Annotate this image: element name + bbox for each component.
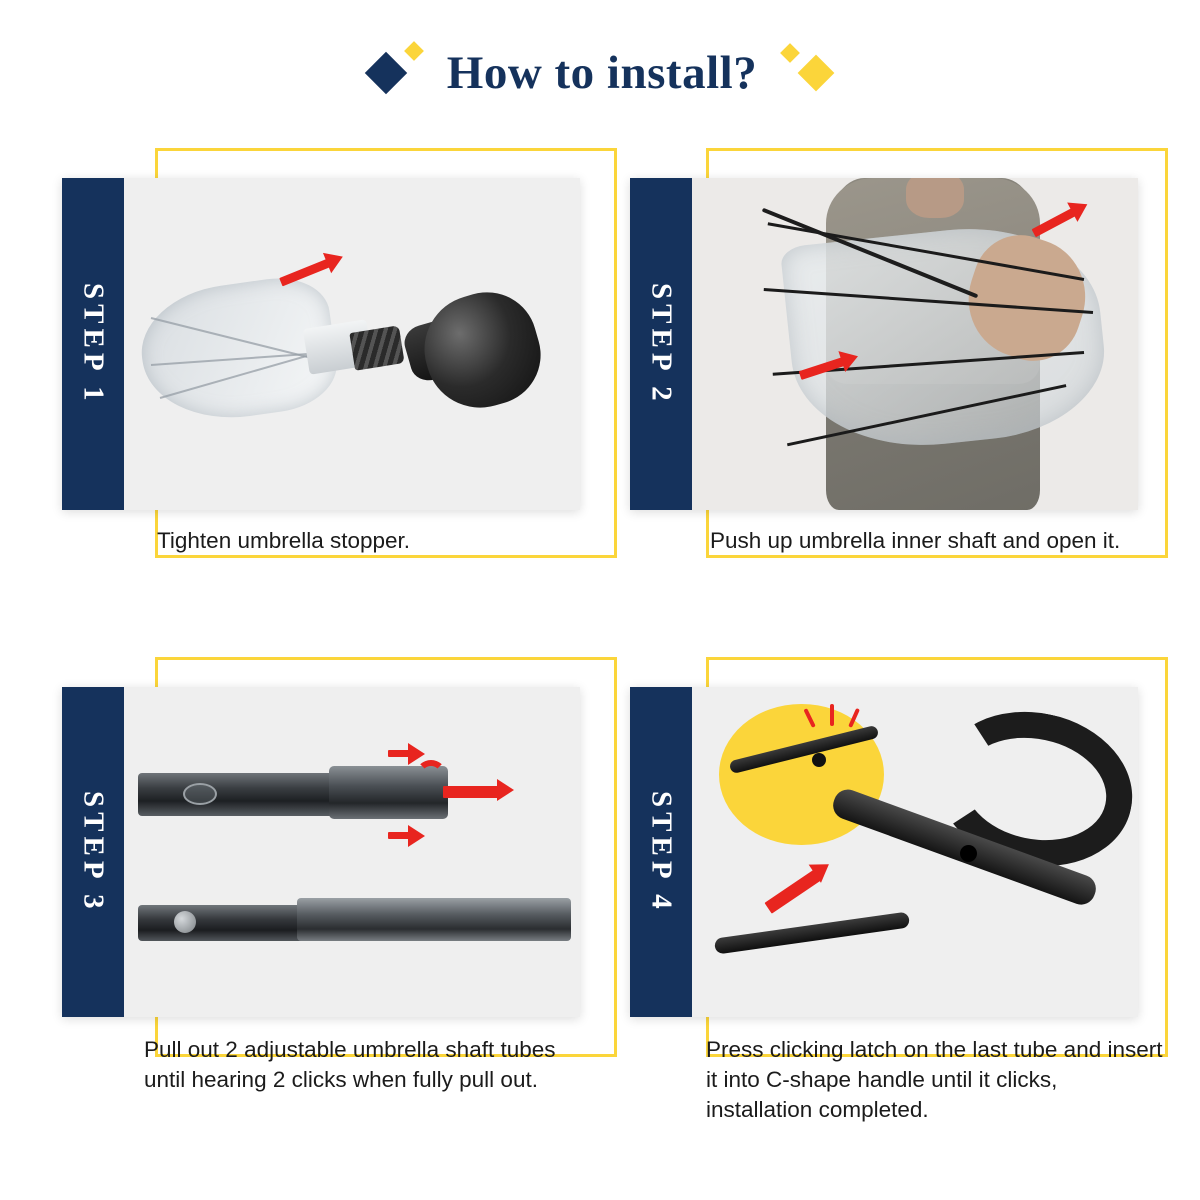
pull-out-arrow-icon (443, 786, 499, 798)
handle-hole-shape (960, 845, 977, 862)
step-3-block (62, 657, 562, 1157)
step-1-badge (62, 178, 124, 510)
title-decor-right (783, 60, 829, 86)
step-4-badge-label: STEP 4 (645, 790, 678, 914)
step-1-block (62, 148, 562, 568)
rotation-arrow-icon (279, 258, 331, 286)
step-4-card (630, 687, 1138, 1017)
step-2-badge (630, 178, 692, 510)
step-4-badge (630, 687, 692, 1017)
title-decor-left (371, 58, 421, 88)
step-2-photo (692, 178, 1138, 510)
step-1-badge-label: STEP 1 (77, 282, 110, 406)
pull-arrow-icon (388, 832, 410, 839)
step-3-photo (124, 687, 580, 1017)
umbrella-stopper-shape (412, 281, 553, 421)
step-4-block (618, 657, 1163, 1157)
step-2-badge-label: STEP 2 (645, 282, 678, 406)
person-neck-shape (906, 178, 964, 218)
step-3-badge (62, 687, 124, 1017)
step-1-photo (124, 178, 580, 510)
tube-button-shape (183, 783, 217, 805)
page-title-row (0, 46, 1200, 100)
step-3-caption: Pull out 2 adjustable umbrella shaft tubes until hearing 2 clicks when fully pull out. (144, 1037, 556, 1092)
click-spark-icon (830, 704, 834, 726)
diamond-yellow-small-icon (404, 41, 424, 61)
insert-arrow-icon (765, 869, 822, 913)
step-2-caption: Push up umbrella inner shaft and open it. (710, 528, 1121, 553)
last-shaft-tube-shape (714, 911, 911, 954)
step-3-badge-label: STEP 3 (77, 790, 110, 914)
umbrella-screw-thread-shape (349, 325, 405, 371)
step-1-caption: Tighten umbrella stopper. (157, 528, 411, 553)
shaft-tube-shape (297, 898, 571, 941)
step-1-card (62, 178, 580, 510)
shaft-tube-shape (138, 773, 339, 816)
click-arc-icon (416, 760, 446, 788)
step-4-photo (692, 687, 1138, 1017)
shaft-tube-shape (138, 905, 311, 941)
pull-arrow-icon (388, 750, 410, 757)
step-2-block (618, 148, 1138, 588)
step-3-card (62, 687, 580, 1017)
diamond-yellow-small-icon (780, 43, 800, 63)
diamond-yellow-icon (798, 55, 835, 92)
step-2-card (630, 178, 1138, 510)
diamond-navy-icon (365, 52, 407, 94)
step-4-caption: Press clicking latch on the last tube and insert it into C-shape handle until it clicks, installation completed. (706, 1037, 1163, 1122)
page-title: How to install? (446, 47, 758, 99)
